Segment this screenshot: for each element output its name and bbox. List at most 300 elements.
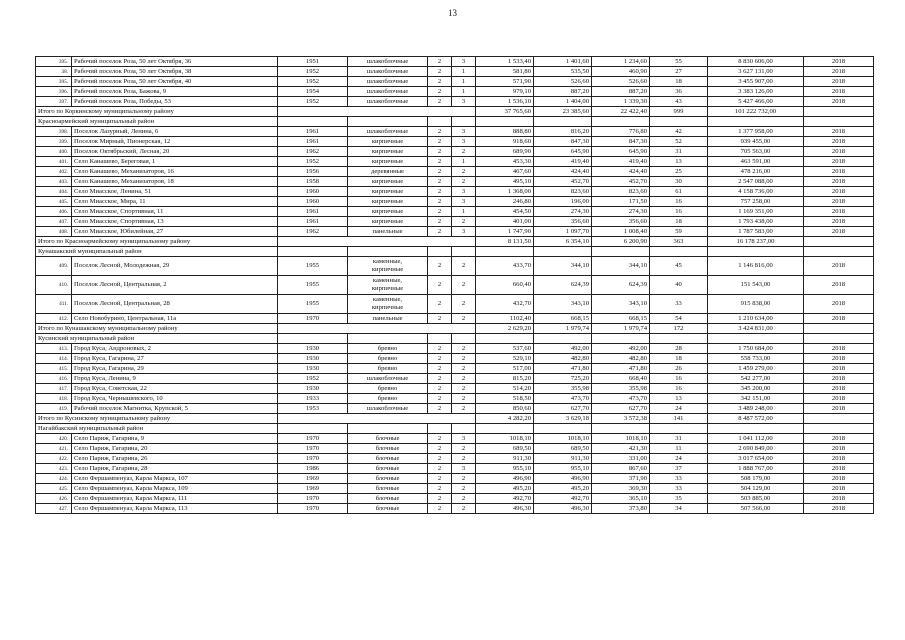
floors-cell: 2	[428, 77, 452, 87]
subtotal-row	[36, 237, 874, 247]
residential-area-cell: 343,10	[592, 295, 650, 314]
residential-area-cell: 373,80	[592, 504, 650, 514]
premises-area-cell: 1 404,00	[534, 97, 592, 107]
table-row	[36, 394, 874, 404]
completion-year-cell: 2018	[804, 444, 874, 454]
address-cell: Село Канашево, Береговая, 1	[72, 157, 278, 167]
subtotal-premises-area-cell: 6 354,10	[534, 237, 592, 247]
address-cell: Село Миасское, Мира, 11	[72, 197, 278, 207]
completion-year-cell: 2018	[804, 187, 874, 197]
repair-cost-cell: 1 793 438,00	[708, 217, 804, 227]
total-area-cell: 850,60	[476, 404, 534, 414]
subtotal-label-cell: Итого по Красноармейскому муниципальному району	[36, 237, 278, 247]
row-number-cell: 411.	[36, 295, 72, 314]
year-cell: 1970	[278, 444, 348, 454]
address-cell: Поселок Лесной, Молодежная, 29	[72, 257, 278, 276]
residential-area-cell: 460,90	[592, 67, 650, 77]
premises-area-cell: 344,10	[534, 257, 592, 276]
residents-cell: 31	[650, 147, 708, 157]
table-row	[36, 374, 874, 384]
year-cell: 1951	[278, 57, 348, 67]
entrances-cell: 3	[452, 97, 476, 107]
wall-material-cell: шлакоблочные	[348, 57, 428, 67]
entrances-cell: 1	[452, 207, 476, 217]
address-cell: Рабочий поселок Роза, Победы, 53	[72, 97, 278, 107]
premises-area-cell: 496,90	[534, 474, 592, 484]
repair-cost-cell: 1 377 958,00	[708, 127, 804, 137]
row-number-cell: 407.	[36, 217, 72, 227]
wall-material-cell: блочные	[348, 484, 428, 494]
year-cell: 1952	[278, 67, 348, 77]
subtotal-residential-area-cell: 3 572,38	[592, 414, 650, 424]
premises-area-cell: 356,60	[534, 217, 592, 227]
residential-area-cell: 344,10	[592, 257, 650, 276]
row-number-cell: 400.	[36, 147, 72, 157]
repair-cost-cell: 3 383 126,00	[708, 87, 804, 97]
address-cell: Поселок Октябрьский, Лесная, 20	[72, 147, 278, 157]
completion-year-cell: 2018	[804, 464, 874, 474]
table-row	[36, 217, 874, 227]
subtotal-row	[36, 414, 874, 424]
table-row	[36, 67, 874, 77]
residents-cell: 13	[650, 394, 708, 404]
empty-cell	[804, 334, 874, 344]
residential-area-cell: 847,30	[592, 137, 650, 147]
residential-area-cell: 492,00	[592, 344, 650, 354]
row-number-cell: 398.	[36, 127, 72, 137]
subtotal-total-area-cell: 37 765,60	[476, 107, 534, 117]
wall-material-cell: бревно	[348, 354, 428, 364]
completion-year-cell: 2018	[804, 87, 874, 97]
empty-cell	[278, 117, 348, 127]
address-cell: Село Канашево, Механизаторов, 18	[72, 177, 278, 187]
residents-cell: 37	[650, 464, 708, 474]
floors-cell: 2	[428, 227, 452, 237]
row-number-cell: 427.	[36, 504, 72, 514]
row-number-cell: 397.	[36, 97, 72, 107]
floors-cell: 2	[428, 404, 452, 414]
residents-cell: 16	[650, 384, 708, 394]
table-row	[36, 127, 874, 137]
subtotal-label-cell: Итого по Кусинскому муниципальному району	[36, 414, 278, 424]
entrances-cell: 2	[452, 257, 476, 276]
row-number-cell: 419.	[36, 404, 72, 414]
repair-cost-cell: 342 151,00	[708, 394, 804, 404]
completion-year-cell: 2018	[804, 207, 874, 217]
table-row	[36, 504, 874, 514]
year-cell: 1960	[278, 197, 348, 207]
year-cell: 1955	[278, 295, 348, 314]
premises-area-cell: 496,30	[534, 504, 592, 514]
table-row	[36, 157, 874, 167]
premises-area-cell: 424,40	[534, 167, 592, 177]
residents-cell: 59	[650, 227, 708, 237]
wall-material-cell: кирпичные	[348, 217, 428, 227]
floors-cell: 2	[428, 127, 452, 137]
entrances-cell: 1	[452, 67, 476, 77]
total-area-cell: 1 536,10	[476, 97, 534, 107]
floors-cell: 2	[428, 454, 452, 464]
residential-area-cell: 668,15	[592, 314, 650, 324]
table-row	[36, 354, 874, 364]
residents-cell: 31	[650, 434, 708, 444]
empty-cell	[348, 424, 428, 434]
completion-year-cell: 2018	[804, 257, 874, 276]
table-row	[36, 494, 874, 504]
floors-cell: 2	[428, 494, 452, 504]
address-cell: Село Фершампенуаз, Карла Маркса, 107	[72, 474, 278, 484]
repair-cost-cell: 1 210 634,00	[708, 314, 804, 324]
subtotal-premises-area-cell: 23 385,60	[534, 107, 592, 117]
premises-area-cell: 645,90	[534, 147, 592, 157]
wall-material-cell: блочные	[348, 504, 428, 514]
subtotal-residents-cell: 999	[650, 107, 708, 117]
residential-area-cell: 171,50	[592, 197, 650, 207]
entrances-cell: 2	[452, 474, 476, 484]
floors-cell: 2	[428, 187, 452, 197]
address-cell: Город Куса, Гагарина, 27	[72, 354, 278, 364]
completion-year-cell: 2018	[804, 137, 874, 147]
row-number-cell: 418.	[36, 394, 72, 404]
residents-cell: 16	[650, 197, 708, 207]
address-cell: Поселок Мирный, Пионерская, 12	[72, 137, 278, 147]
residential-area-cell: 365,10	[592, 494, 650, 504]
empty-cell	[278, 324, 476, 334]
floors-cell: 2	[428, 257, 452, 276]
empty-cell	[348, 247, 428, 257]
table-row	[36, 344, 874, 354]
repair-cost-cell: 508 179,00	[708, 474, 804, 484]
residents-cell: 30	[650, 177, 708, 187]
wall-material-cell	[348, 295, 428, 314]
premises-area-cell: 196,00	[534, 197, 592, 207]
empty-cell	[804, 237, 874, 247]
residential-area-cell: 421,30	[592, 444, 650, 454]
residents-cell: 24	[650, 404, 708, 414]
row-number-cell: 405.	[36, 197, 72, 207]
address-cell: Рабочий поселок Роза, Бажова, 9	[72, 87, 278, 97]
district-header-row	[36, 247, 874, 257]
repair-cost-cell: 478 216,00	[708, 167, 804, 177]
wall-material-cell: шлакоблочные	[348, 67, 428, 77]
subtotal-repair-cost-cell: 101 222 732,00	[708, 107, 804, 117]
residential-area-cell: 274,30	[592, 207, 650, 217]
table-row	[36, 87, 874, 97]
subtotal-repair-cost-cell: 3 424 831,00	[708, 324, 804, 334]
completion-year-cell: 2018	[804, 374, 874, 384]
total-area-cell: 955,10	[476, 464, 534, 474]
repair-cost-cell: 542 277,00	[708, 374, 804, 384]
repair-cost-cell: 151 543,00	[708, 276, 804, 295]
total-area-cell: 518,50	[476, 394, 534, 404]
floors-cell: 2	[428, 87, 452, 97]
subtotal-residential-area-cell: 1 979,74	[592, 324, 650, 334]
table-row	[36, 434, 874, 444]
address-cell: Поселок Лесной, Центральная, 28	[72, 295, 278, 314]
address-cell: Село Миасское, Спортивная, 11	[72, 207, 278, 217]
table-row	[36, 97, 874, 107]
total-area-cell: 1018,10	[476, 434, 534, 444]
table-row	[36, 364, 874, 374]
total-area-cell: 529,10	[476, 354, 534, 364]
table-row	[36, 464, 874, 474]
empty-cell	[804, 414, 874, 424]
empty-cell	[452, 334, 476, 344]
empty-cell	[708, 247, 804, 257]
empty-cell	[428, 424, 452, 434]
entrances-cell: 3	[452, 127, 476, 137]
floors-cell: 2	[428, 314, 452, 324]
housing-register-sheet	[35, 56, 873, 514]
table-row	[36, 77, 874, 87]
completion-year-cell: 2018	[804, 295, 874, 314]
residential-area-cell: 356,60	[592, 217, 650, 227]
premises-area-cell: 473,70	[534, 394, 592, 404]
completion-year-cell: 2018	[804, 474, 874, 484]
table-row	[36, 484, 874, 494]
year-cell: 1952	[278, 157, 348, 167]
year-cell: 1954	[278, 87, 348, 97]
year-cell: 1933	[278, 394, 348, 404]
completion-year-cell: 2018	[804, 77, 874, 87]
wall-material-line: кирпичные	[371, 266, 404, 273]
total-area-cell: 495,20	[476, 484, 534, 494]
total-area-cell: 537,60	[476, 344, 534, 354]
wall-material-cell: кирпичные	[348, 197, 428, 207]
total-area-cell: 517,00	[476, 364, 534, 374]
entrances-cell: 3	[452, 57, 476, 67]
residents-cell: 36	[650, 87, 708, 97]
address-cell: Село Канашево, Механизаторов, 16	[72, 167, 278, 177]
entrances-cell: 1	[452, 157, 476, 167]
residents-cell: 52	[650, 137, 708, 147]
address-cell: Село Миасское, Юбилейная, 27	[72, 227, 278, 237]
residents-cell: 25	[650, 167, 708, 177]
completion-year-cell: 2018	[804, 97, 874, 107]
year-cell: 1952	[278, 77, 348, 87]
total-area-cell: 496,90	[476, 474, 534, 484]
year-cell: 1930	[278, 384, 348, 394]
premises-area-cell: 1 097,70	[534, 227, 592, 237]
completion-year-cell: 2018	[804, 454, 874, 464]
empty-cell	[650, 424, 708, 434]
row-number-cell: 423.	[36, 464, 72, 474]
entrances-cell: 2	[452, 167, 476, 177]
repair-cost-cell: 1 888 767,00	[708, 464, 804, 474]
address-cell: Рабочий поселок Роза, 50 лет Октября, 38	[72, 67, 278, 77]
residential-area-cell: 1018,10	[592, 434, 650, 444]
table-row	[36, 197, 874, 207]
total-area-cell: 495,10	[476, 177, 534, 187]
total-area-cell: 514,20	[476, 384, 534, 394]
empty-cell	[428, 334, 452, 344]
entrances-cell: 2	[452, 147, 476, 157]
address-cell: Село Новобурино, Центральная, 11а	[72, 314, 278, 324]
empty-cell	[804, 117, 874, 127]
subtotal-total-area-cell: 4 282,20	[476, 414, 534, 424]
table-row	[36, 384, 874, 394]
repair-cost-cell: 5 427 466,00	[708, 97, 804, 107]
table-row	[36, 207, 874, 217]
row-number-cell: 412.	[36, 314, 72, 324]
residents-cell: 33	[650, 474, 708, 484]
year-cell: 1986	[278, 464, 348, 474]
subtotal-residents-cell: 172	[650, 324, 708, 334]
housing-register-table	[35, 56, 874, 514]
empty-cell	[278, 424, 348, 434]
address-cell: Поселок Лесной, Центральная, 2	[72, 276, 278, 295]
row-number-cell: 409.	[36, 257, 72, 276]
address-cell: Село Фершампенуаз, Карла Маркса, 109	[72, 484, 278, 494]
table-row	[36, 137, 874, 147]
completion-year-cell: 2018	[804, 197, 874, 207]
premises-area-cell: 911,30	[534, 454, 592, 464]
premises-area-cell: 725,20	[534, 374, 592, 384]
total-area-cell: 888,80	[476, 127, 534, 137]
floors-cell: 2	[428, 504, 452, 514]
address-cell: Село Париж, Гагарина, 9	[72, 434, 278, 444]
repair-cost-cell: 8 830 606,00	[708, 57, 804, 67]
address-cell: Село Миасское, Ленина, 51	[72, 187, 278, 197]
completion-year-cell: 2018	[804, 404, 874, 414]
residential-area-cell: 1 008,40	[592, 227, 650, 237]
floors-cell: 2	[428, 167, 452, 177]
year-cell: 1962	[278, 227, 348, 237]
residents-cell: 13	[650, 157, 708, 167]
subtotal-residents-cell: 363	[650, 237, 708, 247]
wall-material-cell: шлакоблочные	[348, 374, 428, 384]
wall-material-cell: бревно	[348, 364, 428, 374]
repair-cost-cell: 3 627 131,00	[708, 67, 804, 77]
wall-material-cell: шлакоблочные	[348, 97, 428, 107]
residential-area-cell: 424,40	[592, 167, 650, 177]
row-number-cell: 425.	[36, 484, 72, 494]
empty-cell	[650, 247, 708, 257]
floors-cell: 2	[428, 157, 452, 167]
year-cell: 1962	[278, 147, 348, 157]
completion-year-cell: 2018	[804, 177, 874, 187]
row-number-cell: 408.	[36, 227, 72, 237]
entrances-cell: 2	[452, 364, 476, 374]
wall-material-cell	[348, 276, 428, 295]
empty-cell	[804, 324, 874, 334]
empty-cell	[650, 117, 708, 127]
total-area-cell: 689,90	[476, 147, 534, 157]
premises-area-cell: 492,70	[534, 494, 592, 504]
subtotal-residential-area-cell: 22 422,40	[592, 107, 650, 117]
total-area-cell: 1 533,40	[476, 57, 534, 67]
residential-area-cell: 355,98	[592, 384, 650, 394]
table-row	[36, 147, 874, 157]
table-row	[36, 454, 874, 464]
completion-year-cell: 2018	[804, 147, 874, 157]
table-row	[36, 187, 874, 197]
year-cell: 1969	[278, 474, 348, 484]
wall-material-line: каменные,	[372, 295, 403, 303]
entrances-cell: 1	[452, 77, 476, 87]
year-cell: 1970	[278, 504, 348, 514]
row-number-cell: 414.	[36, 354, 72, 364]
wall-material-cell: блочные	[348, 494, 428, 504]
wall-material-cell: кирпичные	[348, 157, 428, 167]
subtotal-premises-area-cell: 1 979,74	[534, 324, 592, 334]
year-cell: 1969	[278, 484, 348, 494]
year-cell: 1930	[278, 344, 348, 354]
wall-material-cell	[348, 257, 428, 276]
premises-area-cell: 419,40	[534, 157, 592, 167]
total-area-cell: 815,20	[476, 374, 534, 384]
year-cell: 1970	[278, 494, 348, 504]
total-area-cell: 1102,40	[476, 314, 534, 324]
residential-area-cell: 526,60	[592, 77, 650, 87]
empty-cell	[278, 334, 348, 344]
floors-cell: 2	[428, 394, 452, 404]
premises-area-cell: 1018,10	[534, 434, 592, 444]
row-number-cell: 399.	[36, 137, 72, 147]
subtotal-total-area-cell: 2 629,20	[476, 324, 534, 334]
wall-material-cell: кирпичные	[348, 187, 428, 197]
wall-material-cell: кирпичные	[348, 137, 428, 147]
repair-cost-cell: 939 455,00	[708, 137, 804, 147]
subtotal-residents-cell: 141	[650, 414, 708, 424]
residential-area-cell: 867,60	[592, 464, 650, 474]
repair-cost-cell: 3 455 907,00	[708, 77, 804, 87]
repair-cost-cell: 507 566,00	[708, 504, 804, 514]
address-cell: Поселок Лазурный, Ленина, 6	[72, 127, 278, 137]
address-cell: Город Куса, Чернышевского, 10	[72, 394, 278, 404]
residential-area-cell: 331,00	[592, 454, 650, 464]
floors-cell: 2	[428, 474, 452, 484]
subtotal-row	[36, 324, 874, 334]
residents-cell: 35	[650, 494, 708, 504]
address-cell: Рабочий поселок Роза, 50 лет Октября, 36	[72, 57, 278, 67]
completion-year-cell: 2018	[804, 127, 874, 137]
total-area-cell: 401,00	[476, 217, 534, 227]
premises-area-cell: 495,20	[534, 484, 592, 494]
completion-year-cell: 2018	[804, 394, 874, 404]
district-header-row	[36, 334, 874, 344]
wall-material-cell: кирпичные	[348, 207, 428, 217]
completion-year-cell: 2018	[804, 494, 874, 504]
district-header-row	[36, 424, 874, 434]
repair-cost-cell: 4 158 736,00	[708, 187, 804, 197]
total-area-cell: 911,30	[476, 454, 534, 464]
premises-area-cell: 535,50	[534, 67, 592, 77]
year-cell: 1970	[278, 454, 348, 464]
residents-cell: 16	[650, 207, 708, 217]
repair-cost-cell: 1 459 279,00	[708, 364, 804, 374]
premises-area-cell: 274,30	[534, 207, 592, 217]
empty-cell	[428, 117, 452, 127]
wall-material-cell: блочные	[348, 474, 428, 484]
row-number-cell: 402.	[36, 167, 72, 177]
empty-cell	[428, 247, 452, 257]
address-cell: Село Фершампенуаз, Карла Маркса, 113	[72, 504, 278, 514]
residents-cell: 34	[650, 504, 708, 514]
row-number-cell: 420.	[36, 434, 72, 444]
entrances-cell: 2	[452, 404, 476, 414]
entrances-cell: 2	[452, 444, 476, 454]
premises-area-cell: 823,60	[534, 187, 592, 197]
year-cell: 1956	[278, 167, 348, 177]
table-row	[36, 474, 874, 484]
premises-area-cell: 482,80	[534, 354, 592, 364]
floors-cell: 2	[428, 147, 452, 157]
total-area-cell: 571,90	[476, 77, 534, 87]
total-area-cell: 246,80	[476, 197, 534, 207]
row-number-cell: 422.	[36, 454, 72, 464]
completion-year-cell: 2018	[804, 314, 874, 324]
